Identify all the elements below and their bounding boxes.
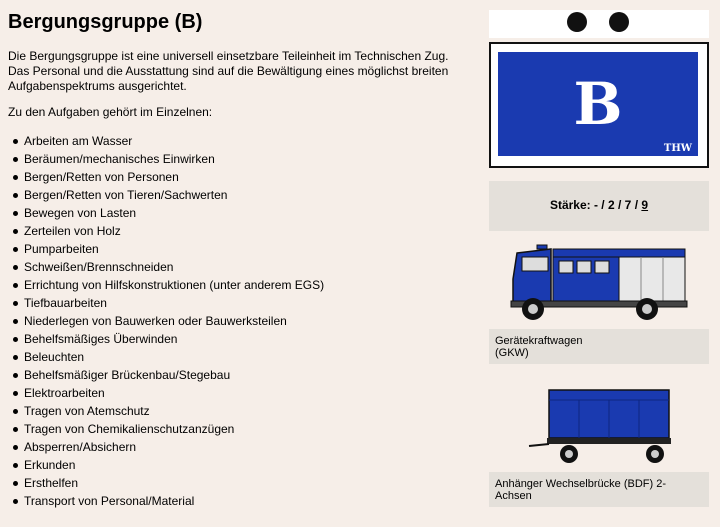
caption-line: Achsen [495,490,532,502]
list-item: Ersthelfen [8,474,473,492]
trailer-icon [489,372,709,472]
bullet-icon [13,319,18,324]
list-item: Zerteilen von Holz [8,222,473,240]
sign-org: THW [663,143,692,154]
strength-label: Stärke: - / [549,198,608,212]
caption-line: Gerätekraftwagen [495,335,583,347]
list-item: Erkunden [8,456,473,474]
list-item: Tragen von Atemschutz [8,402,473,420]
list-item: Behelfsmäßiges Überwinden [8,330,473,348]
list-item: Tragen von Chemikalienschutzanzügen [8,420,473,438]
list-item: Beräumen/mechanisches Einwirken [8,150,473,168]
bullet-icon [13,391,18,396]
list-item: Bergen/Retten von Personen [8,168,473,186]
tasks-heading: Zu den Aufgaben gehört im Einzelnen: [8,105,213,119]
list-item: Transport von Personal/Material [8,492,473,510]
caption-line: Anhänger Wechselbrücke (BDF) 2- [495,478,666,490]
sidebar [489,10,709,507]
truck-image [489,239,709,329]
bullet-icon [13,355,18,360]
dot-icon [567,12,587,32]
caption-line: (GKW) [495,347,529,359]
truck-icon [489,239,709,329]
bullet-icon [13,229,18,234]
strength-separator: / [614,198,625,212]
tactical-sign [489,10,709,170]
list-item: Arbeiten am Wasser [8,132,473,150]
list-item: Pumparbeiten [8,240,473,258]
trailer-caption [489,472,709,507]
strength-separator: / [631,198,642,212]
bullet-icon [13,499,18,504]
bullet-icon [13,193,18,198]
bullet-icon [13,139,18,144]
list-item: Bewegen von Lasten [8,204,473,222]
sign-header [489,10,709,38]
strength-total: 9 [641,198,649,212]
list-item: Elektroarbeiten [8,384,473,402]
list-item: Absperren/Absichern [8,438,473,456]
bullet-icon [13,301,18,306]
truck-caption [489,329,709,364]
bullet-icon [13,211,18,216]
strength-leaders: 2 [607,198,615,212]
list-item: Bergen/Retten von Tieren/Sachwerten [8,186,473,204]
list-item: Beleuchten [8,348,473,366]
bullet-icon [13,175,18,180]
strength-sub: 7 [624,198,632,212]
bullet-icon [13,409,18,414]
trailer-image [489,372,709,472]
intro-paragraph: Die Bergungsgruppe ist eine universell einsetzbare Teileinheit im Technischen Zug. Das Personal und die Ausstattung sind auf die Bewältigung eines möglichst breiten Aufgabenspektrums ausgerichtet. [8,49,449,93]
dot-icon [609,12,629,32]
page-title: Bergungsgruppe (B) [8,11,203,33]
bullet-icon [13,427,18,432]
bullet-icon [13,283,18,288]
tasks-list [8,132,473,510]
sign-letter: B [573,70,623,138]
bullet-icon [13,445,18,450]
bullet-icon [13,157,18,162]
list-item: Niederlegen von Bauwerken oder Bauwerksteilen [8,312,473,330]
bullet-icon [13,463,18,468]
list-item: Errichtung von Hilfskonstruktionen (unter anderem EGS) [8,276,473,294]
bullet-icon [13,373,18,378]
strength-box [489,181,709,231]
bullet-icon [13,247,18,252]
list-item: Behelfsmäßiger Brückenbau/Stegebau [8,366,473,384]
list-item: Schweißen/Brennschneiden [8,258,473,276]
bullet-icon [13,337,18,342]
list-item: Tiefbauarbeiten [8,294,473,312]
sign-field [498,52,698,156]
bullet-icon [13,265,18,270]
sign-frame [489,42,709,168]
main-content [8,8,473,510]
bullet-icon [13,481,18,486]
